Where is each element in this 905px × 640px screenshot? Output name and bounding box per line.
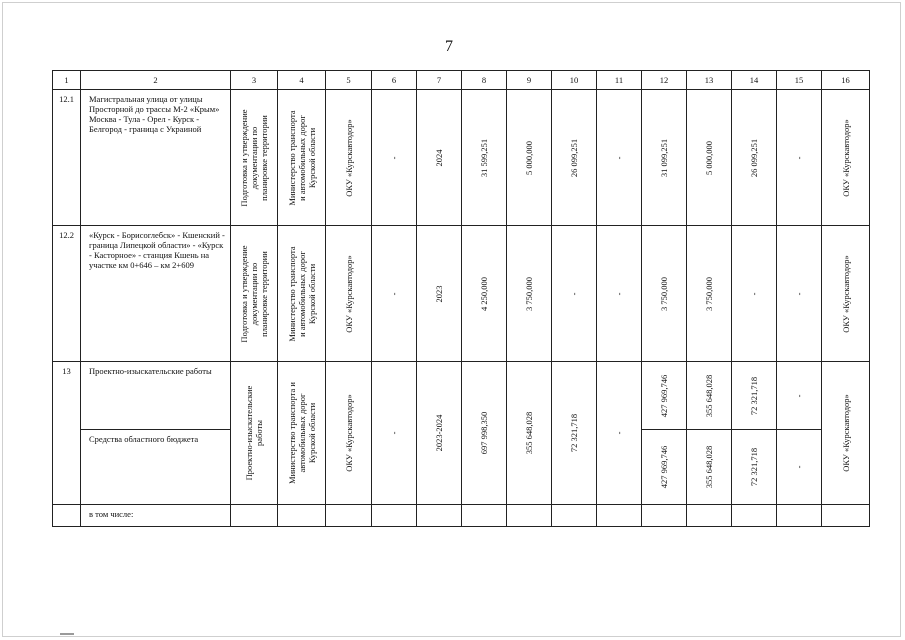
col13-value: 355 648,028	[704, 445, 714, 489]
col10-value: 72 321,718	[569, 413, 579, 453]
page-number: 7	[445, 38, 453, 55]
executor-text: ОКУ «Курскавтодор»	[343, 118, 354, 197]
col14-cell	[732, 226, 777, 362]
activity-line: документации по	[249, 126, 259, 189]
empty-cell	[642, 505, 687, 527]
header-cell: 16	[822, 71, 870, 90]
col13-value: 355 648,028	[704, 374, 714, 417]
col10-cell	[552, 90, 597, 226]
empty-cell	[777, 505, 822, 527]
col14-cell	[732, 90, 777, 226]
col14-value: -	[749, 292, 759, 295]
activity-line: Подготовка и утверждение	[239, 108, 249, 207]
col6-value: -	[389, 292, 399, 295]
col15-cell	[777, 362, 822, 430]
including-label: в том числе:	[81, 505, 231, 527]
header-cell: 11	[597, 71, 642, 90]
ministry-line: Курской области	[306, 263, 317, 324]
empty-cell	[822, 505, 870, 527]
table-row	[53, 226, 870, 362]
activity-line: работы	[254, 420, 264, 446]
col12-value: 31 099,251	[659, 138, 669, 177]
col9-value: 355 648,028	[524, 411, 534, 455]
col12-cell	[642, 90, 687, 226]
empty-cell	[552, 505, 597, 527]
empty-cell	[278, 505, 326, 527]
table-row	[53, 362, 870, 430]
col14-cell	[732, 362, 777, 430]
object-name: «Курск - Борисоглебск» - Кшенский - граница Липецкой области» - «Курск - Касторное» - станция Кшень на участке км 0+646 – км 2+609	[81, 226, 231, 362]
col13-cell	[687, 90, 732, 226]
col15-cell	[777, 90, 822, 226]
col12-cell	[642, 226, 687, 362]
header-cell: 4	[278, 71, 326, 90]
col6-value: -	[389, 156, 399, 159]
empty-cell	[462, 505, 507, 527]
empty-cell	[507, 505, 552, 527]
total-cell	[462, 226, 507, 362]
header-cell: 10	[552, 71, 597, 90]
activity-line: документации по	[249, 262, 259, 325]
year-value: 2023-2024	[434, 414, 444, 452]
executor-cell	[326, 362, 372, 505]
col14-value: 72 321,718	[749, 447, 759, 487]
header-cell: 12	[642, 71, 687, 90]
col14-value: 26 099,251	[749, 138, 759, 177]
col6-cell	[372, 226, 417, 362]
year-value: 2024	[434, 149, 444, 166]
total-cell	[462, 362, 507, 505]
activity-line: Подготовка и утверждение	[239, 244, 249, 343]
col13-cell	[687, 226, 732, 362]
header-cell: 3	[231, 71, 278, 90]
ministry-line: Министерство транспорта и	[286, 382, 297, 484]
ministry-cell	[278, 226, 326, 362]
row-number: 12.1	[53, 90, 81, 226]
empty-cell	[597, 505, 642, 527]
total-value: 31 599,251	[479, 138, 489, 177]
activity-cell	[231, 362, 278, 505]
col11-value: -	[614, 156, 624, 159]
col12-value: 427 969,746	[659, 374, 669, 417]
col15-cell	[777, 226, 822, 362]
col11-cell	[597, 226, 642, 362]
activity-cell	[231, 226, 278, 362]
empty-cell	[231, 505, 278, 527]
year-value: 2023	[434, 285, 444, 302]
col15-value: -	[794, 465, 804, 469]
total-value: 697 998,350	[479, 411, 489, 455]
col9-cell	[507, 362, 552, 505]
activity-line: Проектно-изыскательские	[244, 385, 254, 481]
empty-cell	[53, 505, 81, 527]
ministry-line: Курской области	[306, 402, 317, 464]
col15-value: -	[794, 394, 804, 397]
row-number: 13	[53, 362, 81, 505]
col12-value: 3 750,000	[659, 276, 669, 311]
object-subname: Средства областного бюджета	[81, 430, 231, 505]
col15-cell	[777, 430, 822, 505]
table-row	[53, 90, 870, 226]
empty-cell	[687, 505, 732, 527]
empty-cell	[732, 505, 777, 527]
col10-cell	[552, 362, 597, 505]
ministry-line: и автомобильных дорог	[296, 114, 307, 201]
col11-cell	[597, 90, 642, 226]
col16-value: ОКУ «Курскавтодор»	[840, 118, 851, 197]
scan-mark	[60, 633, 74, 635]
header-row	[53, 71, 870, 90]
col10-cell	[552, 226, 597, 362]
col16-cell	[822, 226, 870, 362]
executor-cell	[326, 90, 372, 226]
empty-cell	[372, 505, 417, 527]
col16-value: ОКУ «Курскавтодор»	[840, 254, 851, 333]
col14-value: 72 321,718	[749, 376, 759, 415]
col11-value: -	[614, 431, 624, 435]
empty-cell	[417, 505, 462, 527]
col15-value: -	[794, 156, 804, 159]
col9-value: 5 000,000	[524, 140, 534, 175]
object-name: Магистральная улица от улицы Просторной до трассы М-2 «Крым» Москва - Тула - Орел - Курск - Белгород - граница с Украиной	[81, 90, 231, 226]
col14-cell	[732, 430, 777, 505]
executor-text: ОКУ «Курскавтодор»	[343, 394, 354, 472]
col15-value: -	[794, 292, 804, 295]
empty-cell	[326, 505, 372, 527]
header-cell: 15	[777, 71, 822, 90]
activity-line: планировке территории	[259, 250, 269, 337]
ministry-cell	[278, 90, 326, 226]
col6-cell	[372, 362, 417, 505]
col13-value: 5 000,000	[704, 140, 714, 175]
total-cell	[462, 90, 507, 226]
col9-value: 3 750,000	[524, 276, 534, 311]
col12-cell	[642, 430, 687, 505]
executor-text: ОКУ «Курскавтодор»	[343, 254, 354, 333]
ministry-cell	[278, 362, 326, 505]
col13-cell	[687, 362, 732, 430]
col9-cell	[507, 226, 552, 362]
col12-cell	[642, 362, 687, 430]
header-cell: 2	[81, 71, 231, 90]
header-cell: 7	[417, 71, 462, 90]
header-cell: 1	[53, 71, 81, 90]
col13-value: 3 750,000	[704, 276, 714, 311]
header-cell: 9	[507, 71, 552, 90]
col16-value: ОКУ «Курскавтодор»	[840, 394, 851, 472]
header-cell: 13	[687, 71, 732, 90]
col16-cell	[822, 90, 870, 226]
budget-table	[52, 70, 870, 527]
col10-value: -	[569, 292, 579, 295]
year-cell	[417, 362, 462, 505]
activity-line: планировке территории	[259, 114, 269, 201]
col9-cell	[507, 90, 552, 226]
object-name: Проектно-изыскательские работы	[81, 362, 231, 430]
total-value: 4 250,000	[479, 276, 489, 311]
header-cell: 14	[732, 71, 777, 90]
header-cell: 6	[372, 71, 417, 90]
col11-value: -	[614, 292, 624, 295]
table-row	[53, 505, 870, 527]
ministry-line: Министерство транспорта	[286, 245, 297, 342]
header-cell: 8	[462, 71, 507, 90]
col16-cell	[822, 362, 870, 505]
col11-cell	[597, 362, 642, 505]
header-cell: 5	[326, 71, 372, 90]
ministry-line: автомобильных дорог	[296, 393, 307, 473]
activity-cell	[231, 90, 278, 226]
col10-value: 26 099,251	[569, 138, 579, 177]
executor-cell	[326, 226, 372, 362]
ministry-line: и автомобильных дорог	[296, 250, 307, 337]
year-cell	[417, 226, 462, 362]
col6-value: -	[389, 431, 399, 435]
row-number: 12.2	[53, 226, 81, 362]
col6-cell	[372, 90, 417, 226]
col13-cell	[687, 430, 732, 505]
col12-value: 427 969,746	[659, 445, 669, 489]
year-cell	[417, 90, 462, 226]
ministry-line: Курской области	[306, 127, 317, 188]
ministry-line: Министерство транспорта	[286, 109, 297, 206]
